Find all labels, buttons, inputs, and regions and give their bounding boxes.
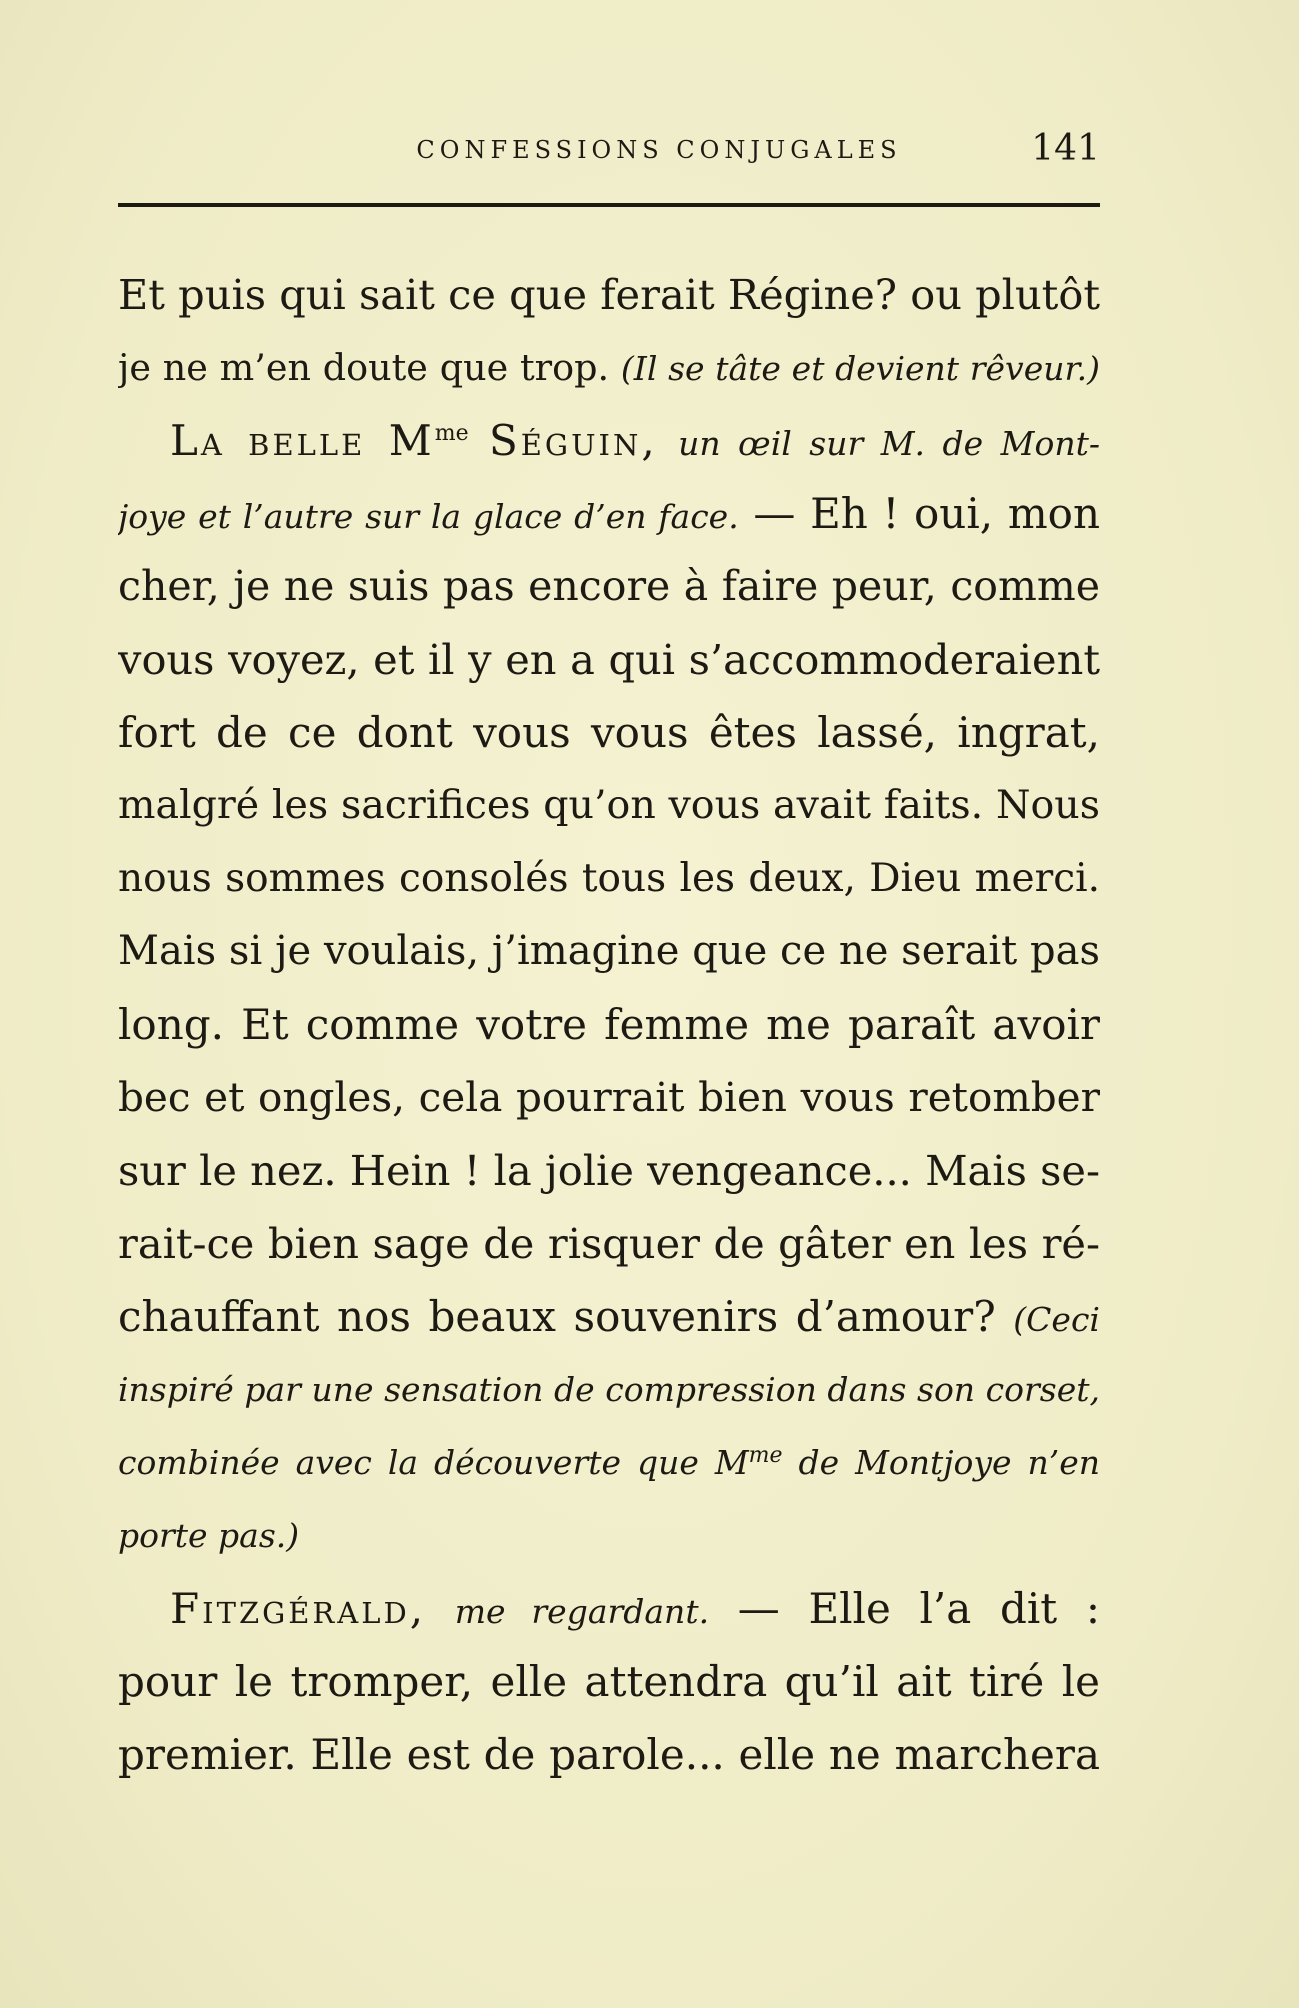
header-rule: [118, 203, 1100, 207]
line-text: vous voyez, et il y en a qui s’accommoderaient: [118, 635, 1100, 684]
text-line: [118, 331, 1100, 404]
text-line: [118, 1645, 1100, 1718]
text-line: [118, 258, 1100, 331]
line-text: — Elle l’a dit :: [737, 1584, 1100, 1633]
line-text: bec et ongles, cela pourrait bien vous retomber: [118, 1073, 1100, 1121]
speaker-name: Séguin,: [488, 416, 658, 465]
text-line: [118, 696, 1100, 769]
line-text: premier. Elle est de parole... elle ne marchera: [118, 1730, 1100, 1779]
stage-direction: de Montjoye n’en: [798, 1443, 1100, 1482]
stage-direction: porte pas.): [118, 1516, 300, 1555]
stage-direction-line: [118, 1353, 1100, 1426]
speaker-name: La belle M: [170, 416, 435, 465]
stage-direction-line: [118, 1499, 1100, 1572]
text-line: [118, 988, 1100, 1061]
stage-direction: combinée avec la découverte que M: [118, 1443, 749, 1482]
text-line: [118, 477, 1100, 550]
page-number: 141: [1031, 128, 1100, 169]
superscript: me: [434, 421, 469, 446]
stage-direction: inspiré par une sensation de compression dans son corset,: [118, 1370, 1100, 1409]
text-line: [118, 915, 1100, 988]
text-line: [118, 623, 1100, 696]
speaker-name: Fitzgérald,: [170, 1584, 427, 1633]
stage-direction-line: [118, 1426, 1100, 1499]
stage-direction: un œil sur M. de Mont-: [678, 424, 1100, 463]
line-text: Mais si je voulais, j’imagine que ce ne serait pas: [118, 928, 1100, 974]
stage-direction: (Ceci: [1013, 1300, 1100, 1339]
line-text: rait-ce bien sage de risquer de gâter en les ré-: [118, 1219, 1100, 1268]
line-text: malgré les sacrifices qu’on vous avait faits. Nous: [118, 782, 1100, 828]
text-line: [118, 842, 1100, 915]
line-text: long. Et comme votre femme me paraît avoir: [118, 1000, 1100, 1049]
text-line: [118, 404, 1100, 477]
stage-direction: joye et l’autre sur la glace d’en face.: [118, 497, 739, 536]
running-head: [118, 128, 1100, 178]
stage-direction: me regardant.: [454, 1592, 710, 1631]
text-line: [118, 550, 1100, 623]
text-line: [118, 1572, 1100, 1645]
running-title: CONFESSIONS CONJUGALES: [416, 136, 902, 164]
text-line: [118, 1134, 1100, 1207]
text-line: [118, 1718, 1100, 1791]
text-line: [118, 1061, 1100, 1134]
stage-direction: (Il se tâte et devient rêveur.): [620, 349, 1100, 388]
line-text: sur le nez. Hein ! la jolie vengeance... Mais se-: [118, 1146, 1100, 1195]
superscript: me: [748, 1443, 783, 1468]
line-text: Et puis qui sait ce que ferait Régine? ou plutôt: [118, 270, 1100, 319]
line-text: nous sommes consolés tous les deux, Dieu merci.: [118, 856, 1100, 901]
text-line: [118, 1280, 1100, 1353]
line-text: cher, je ne suis pas encore à faire peur, comme: [118, 562, 1100, 610]
line-text: fort de ce dont vous vous êtes lassé, ingrat,: [118, 708, 1100, 757]
line-text: chauffant nos beaux souvenirs d’amour?: [118, 1292, 996, 1341]
text-line: [118, 769, 1100, 842]
text-line: [118, 1207, 1100, 1280]
line-text: je ne m’en doute que trop.: [118, 346, 610, 389]
line-text: pour le tromper, elle attendra qu’il ait tiré le: [118, 1657, 1100, 1706]
line-text: — Eh ! oui, mon: [753, 489, 1100, 538]
page-text: [118, 258, 1100, 1791]
